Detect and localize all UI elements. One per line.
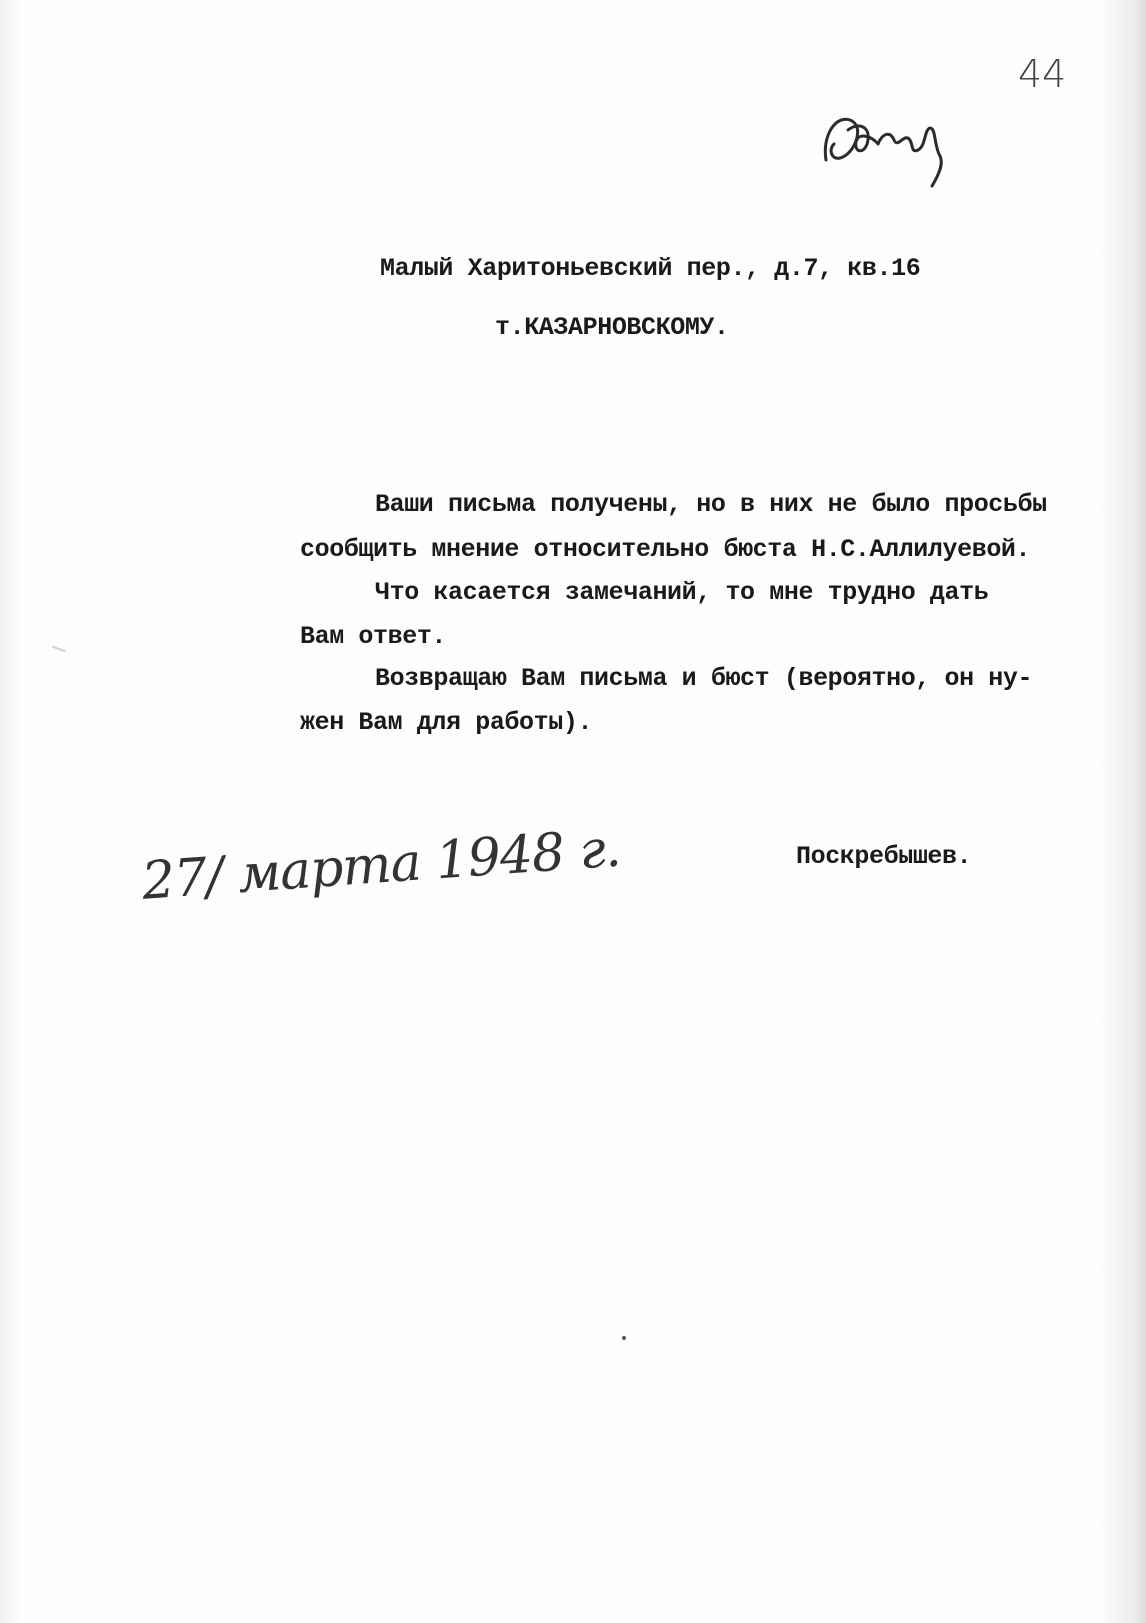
paper-edge-right [1098,0,1146,1623]
handwritten-date: 27/ марта 1948 г. [140,818,623,912]
paper-speck [622,1336,626,1340]
body-line-2: сообщить мнение относительно бюста Н.С.Аллилуевой. [300,535,1031,564]
page-number: 44 [1018,52,1067,96]
paper-speck [52,646,66,653]
body-line-1: Ваши письма получены, но в них не было просьбы [375,490,1047,519]
body-line-3: Что касается замечаний, то мне трудно дать [375,578,989,607]
recipient-line: т.КАЗАРНОВСКОМУ. [495,313,729,342]
copy-mark-handwriting [818,100,958,190]
body-line-4: Вам ответ. [300,622,447,651]
address-line: Малый Харитоньевский пер., д.7, кв.16 [380,254,921,283]
body-line-6: жен Вам для работы). [300,708,593,737]
signature: Поскребышев. [796,842,972,871]
paper-edge-left [0,0,22,1623]
body-line-5: Возвращаю Вам письма и бюст (вероятно, он ну- [375,664,1033,693]
